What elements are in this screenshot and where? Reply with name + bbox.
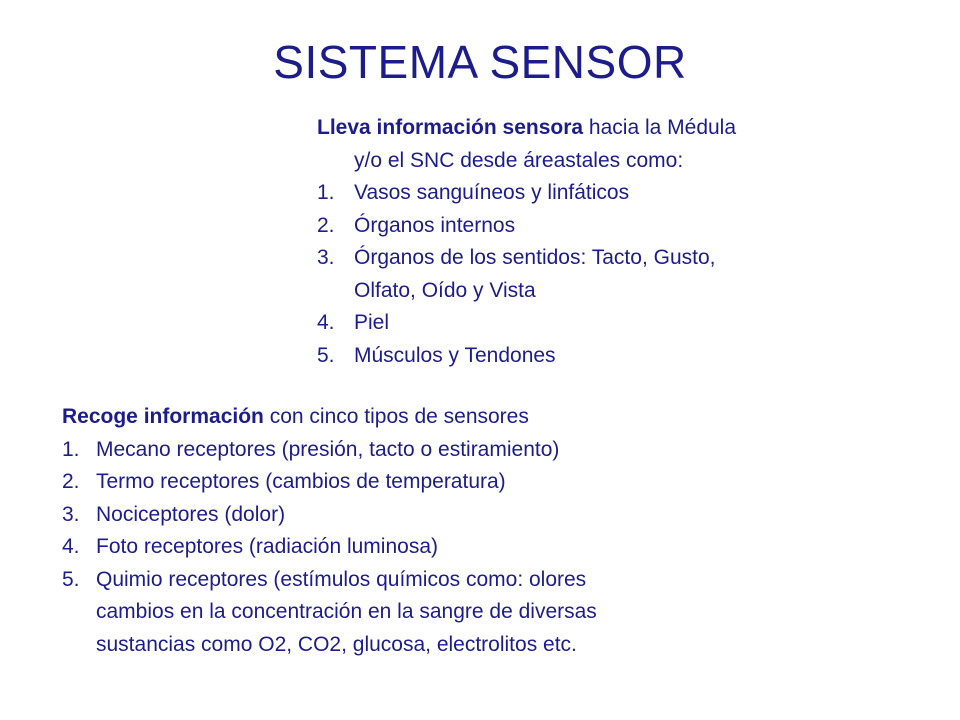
pathway-intro: [317, 112, 877, 145]
list-number: 5.: [62, 567, 80, 591]
list-number: 3.: [62, 502, 80, 526]
list-text: Piel: [354, 311, 390, 334]
list-item: [317, 242, 877, 307]
sensor-types-intro-bold: Recoge información: [62, 405, 264, 428]
list-text: Termo receptores (cambios de temperatura): [96, 470, 506, 493]
pathway-intro-continuation: y/o el SNC desde áreastales como:: [354, 148, 684, 172]
list-item: [62, 564, 782, 662]
list-item: [62, 499, 782, 532]
list-text: Quimio receptores (estímulos químicos como: olores: [96, 567, 587, 591]
list-number: 2.: [317, 213, 335, 237]
list-text: Nociceptores (dolor): [96, 502, 286, 526]
list-text: Olfato, Oído y Vista: [354, 278, 536, 302]
list-number: 2.: [62, 470, 80, 493]
pathway-intro-bold: Lleva información sensora: [317, 116, 584, 139]
list-item: [317, 210, 877, 243]
sensory-pathway-block: [317, 112, 877, 372]
list-text: cambios en la concentración en la sangre de diversas: [96, 600, 597, 623]
slide-title: SISTEMA SENSOR: [273, 36, 687, 88]
list-number: 1.: [62, 437, 80, 461]
list-item: [317, 177, 877, 210]
list-item: [62, 466, 782, 499]
list-item: [317, 340, 877, 373]
list-number: 1.: [317, 181, 335, 204]
sensor-types-block: [62, 401, 782, 661]
list-number: 4.: [62, 535, 80, 558]
list-number: 3.: [317, 246, 335, 269]
list-text: Mecano receptores (presión, tacto o estiramiento): [96, 437, 560, 461]
list-item: [62, 531, 782, 564]
sensor-types-intro-rest: con cinco tipos de sensores: [263, 405, 529, 428]
list-item: [62, 434, 782, 467]
list-text: Músculos y Tendones: [354, 343, 556, 367]
sensor-types-intro: [62, 401, 782, 434]
list-text: Órganos internos: [354, 213, 516, 237]
list-number: 5.: [317, 343, 335, 367]
list-text: Órganos de los sentidos: Tacto, Gusto,: [354, 246, 716, 269]
list-text: Vasos sanguíneos y linfáticos: [354, 181, 630, 204]
list-number: 4.: [317, 311, 335, 334]
list-text: Foto receptores (radiación luminosa): [96, 535, 438, 558]
list-text: sustancias como O2, CO2, glucosa, electrolitos etc.: [96, 632, 577, 656]
list-item: [317, 307, 877, 340]
sensor-types-list: [62, 434, 782, 662]
pathway-intro-rest: hacia la Médula: [583, 116, 737, 139]
pathway-list: [317, 177, 877, 372]
